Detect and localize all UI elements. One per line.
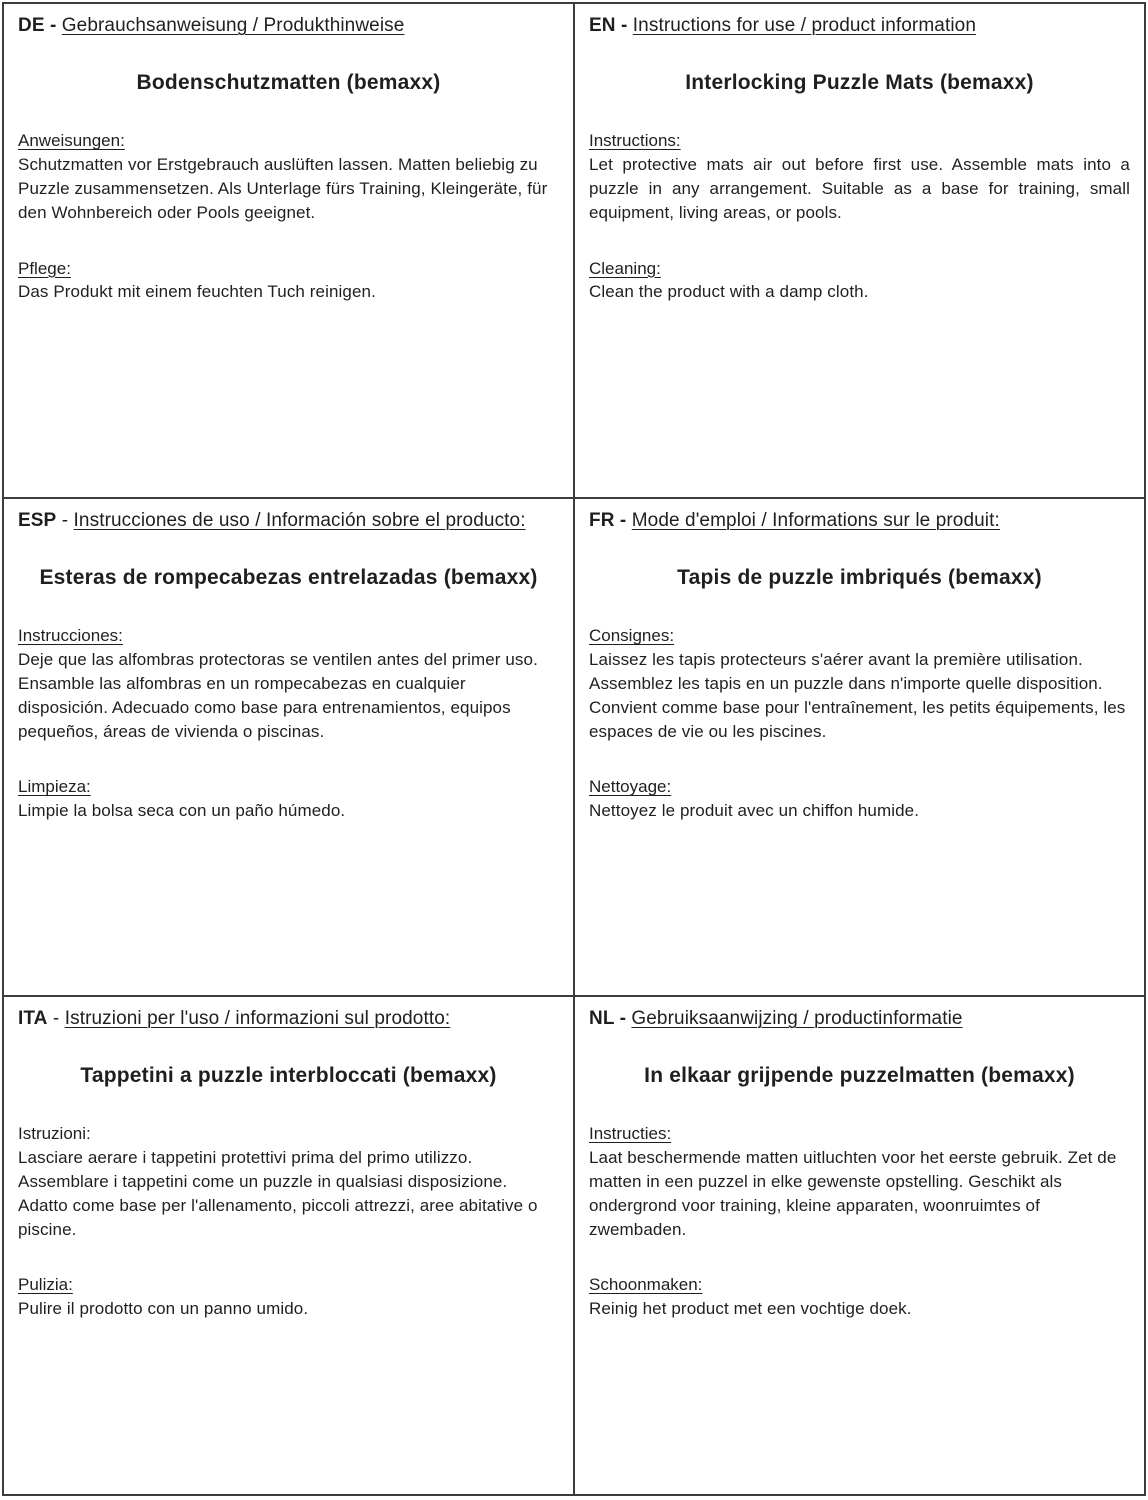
section-label-en-instructions: Instructions:	[589, 131, 681, 151]
lang-code-ita: ITA	[18, 1008, 48, 1029]
cell-header-en	[589, 13, 1130, 40]
lang-code-en: EN -	[589, 15, 628, 36]
lang-dash-ita: -	[52, 1008, 60, 1029]
header-title-ita: Istruzioni per l'uso / informazioni sul prodotto:	[64, 1008, 451, 1029]
section-body-fr-instructions: Laissez les tapis protecteurs s'aérer avant la première utilisation. Assemblez les tapis en un puzzle dans n'importe quelle disposition. Convient comme base pour l'entraînement, les petits équipements, les espaces de vie ou les piscines.	[589, 650, 1126, 741]
cell-header-de	[18, 13, 559, 40]
header-title-en: Instructions for use / product information	[632, 15, 976, 36]
section-body-ita-cleaning: Pulire il prodotto con un panno umido.	[18, 1299, 309, 1319]
section-label-de-cleaning: Pflege:	[18, 258, 71, 278]
section-label-esp-cleaning: Limpieza:	[18, 777, 91, 797]
lang-code-nl: NL -	[589, 1008, 626, 1029]
product-title-ita: Tappetini a puzzle interbloccati (bemaxx)	[80, 1063, 497, 1087]
section-label-nl-cleaning: Schoonmaken:	[589, 1275, 703, 1295]
section-label-fr-cleaning: Nettoyage:	[589, 777, 672, 797]
section-body-nl-instructions: Laat beschermende matten uitluchten voor het eerste gebruik. Zet de matten in een puzzel in elke gewenste opstelling. Geschikt als ondergrond voor training, kleine apparaten, woonruimtes of zwembaden.	[589, 1148, 1117, 1239]
header-title-fr: Mode d'emploi / Informations sur le produit:	[631, 510, 1000, 531]
section-body-fr-cleaning: Nettoyez le produit avec un chiffon humide.	[589, 801, 920, 821]
lang-cell-ita	[4, 997, 573, 1494]
product-title-esp: Esteras de rompecabezas entrelazadas (bemaxx)	[39, 565, 538, 589]
section-label-ita-instructions: Istruzioni:	[18, 1124, 91, 1144]
lang-code-esp: ESP	[18, 510, 57, 531]
cell-header-nl	[589, 1006, 1130, 1033]
section-label-ita-cleaning: Pulizia:	[18, 1275, 73, 1295]
section-body-en-cleaning: Clean the product with a damp cloth.	[589, 282, 869, 302]
section-body-de-cleaning: Das Produkt mit einem feuchten Tuch reinigen.	[18, 282, 376, 302]
lang-code-fr: FR -	[589, 510, 627, 531]
cell-header-ita	[18, 1006, 559, 1033]
section-body-en-instructions: Let protective mats air out before first use. Assemble mats into a puzzle in any arrangement. Suitable as a base for training, small equipment, living areas, or pools.	[589, 155, 1130, 222]
section-body-de-instructions: Schutzmatten vor Erstgebrauch auslüften lassen. Matten beliebig zu Puzzle zusammensetzen. Als Unterlage fürs Training, Kleingeräte, für den Wohnbereich oder Pools geeignet.	[18, 155, 548, 222]
product-title-de: Bodenschutzmatten (bemaxx)	[136, 70, 441, 94]
lang-cell-esp	[4, 499, 573, 995]
header-title-de: Gebrauchsanweisung / Produkthinweise	[61, 15, 405, 36]
section-body-nl-cleaning: Reinig het product met een vochtige doek.	[589, 1299, 912, 1319]
lang-cell-fr	[575, 499, 1144, 995]
lang-cell-en	[575, 4, 1144, 497]
cell-header-fr	[589, 508, 1130, 535]
product-title-nl: In elkaar grijpende puzzelmatten (bemaxx)	[644, 1063, 1075, 1087]
section-label-nl-instructions: Instructies:	[589, 1124, 672, 1144]
lang-cell-nl	[575, 997, 1144, 1494]
lang-code-de: DE -	[18, 15, 57, 36]
section-label-de-instructions: Anweisungen:	[18, 131, 125, 151]
header-title-nl: Gebruiksaanwijzing / productinformatie	[631, 1008, 963, 1029]
section-label-en-cleaning: Cleaning:	[589, 258, 661, 278]
instruction-table	[2, 2, 1146, 1496]
header-title-esp: Instrucciones de uso / Información sobre el producto:	[73, 510, 526, 531]
lang-cell-de	[4, 4, 573, 497]
section-label-fr-instructions: Consignes:	[589, 626, 675, 646]
lang-dash-esp: -	[61, 510, 69, 531]
section-body-ita-instructions: Lasciare aerare i tappetini protettivi prima del primo utilizzo. Assemblare i tappetini come un puzzle in qualsiasi disposizione. Adatto come base per l'allenamento, piccoli attrezzi, aree abitative o piscine.	[18, 1148, 538, 1239]
product-title-fr: Tapis de puzzle imbriqués (bemaxx)	[677, 565, 1042, 589]
product-title-en: Interlocking Puzzle Mats (bemaxx)	[685, 70, 1034, 94]
section-body-esp-instructions: Deje que las alfombras protectoras se ventilen antes del primer uso. Ensamble las alfombras en un rompecabezas en cualquier disposición. Adecuado como base para entrenamientos, equipos pequeños, áreas de vivienda o piscinas.	[18, 650, 538, 741]
section-label-esp-instructions: Instrucciones:	[18, 626, 123, 646]
cell-header-esp	[18, 508, 559, 535]
section-body-esp-cleaning: Limpie la bolsa seca con un paño húmedo.	[18, 801, 346, 821]
